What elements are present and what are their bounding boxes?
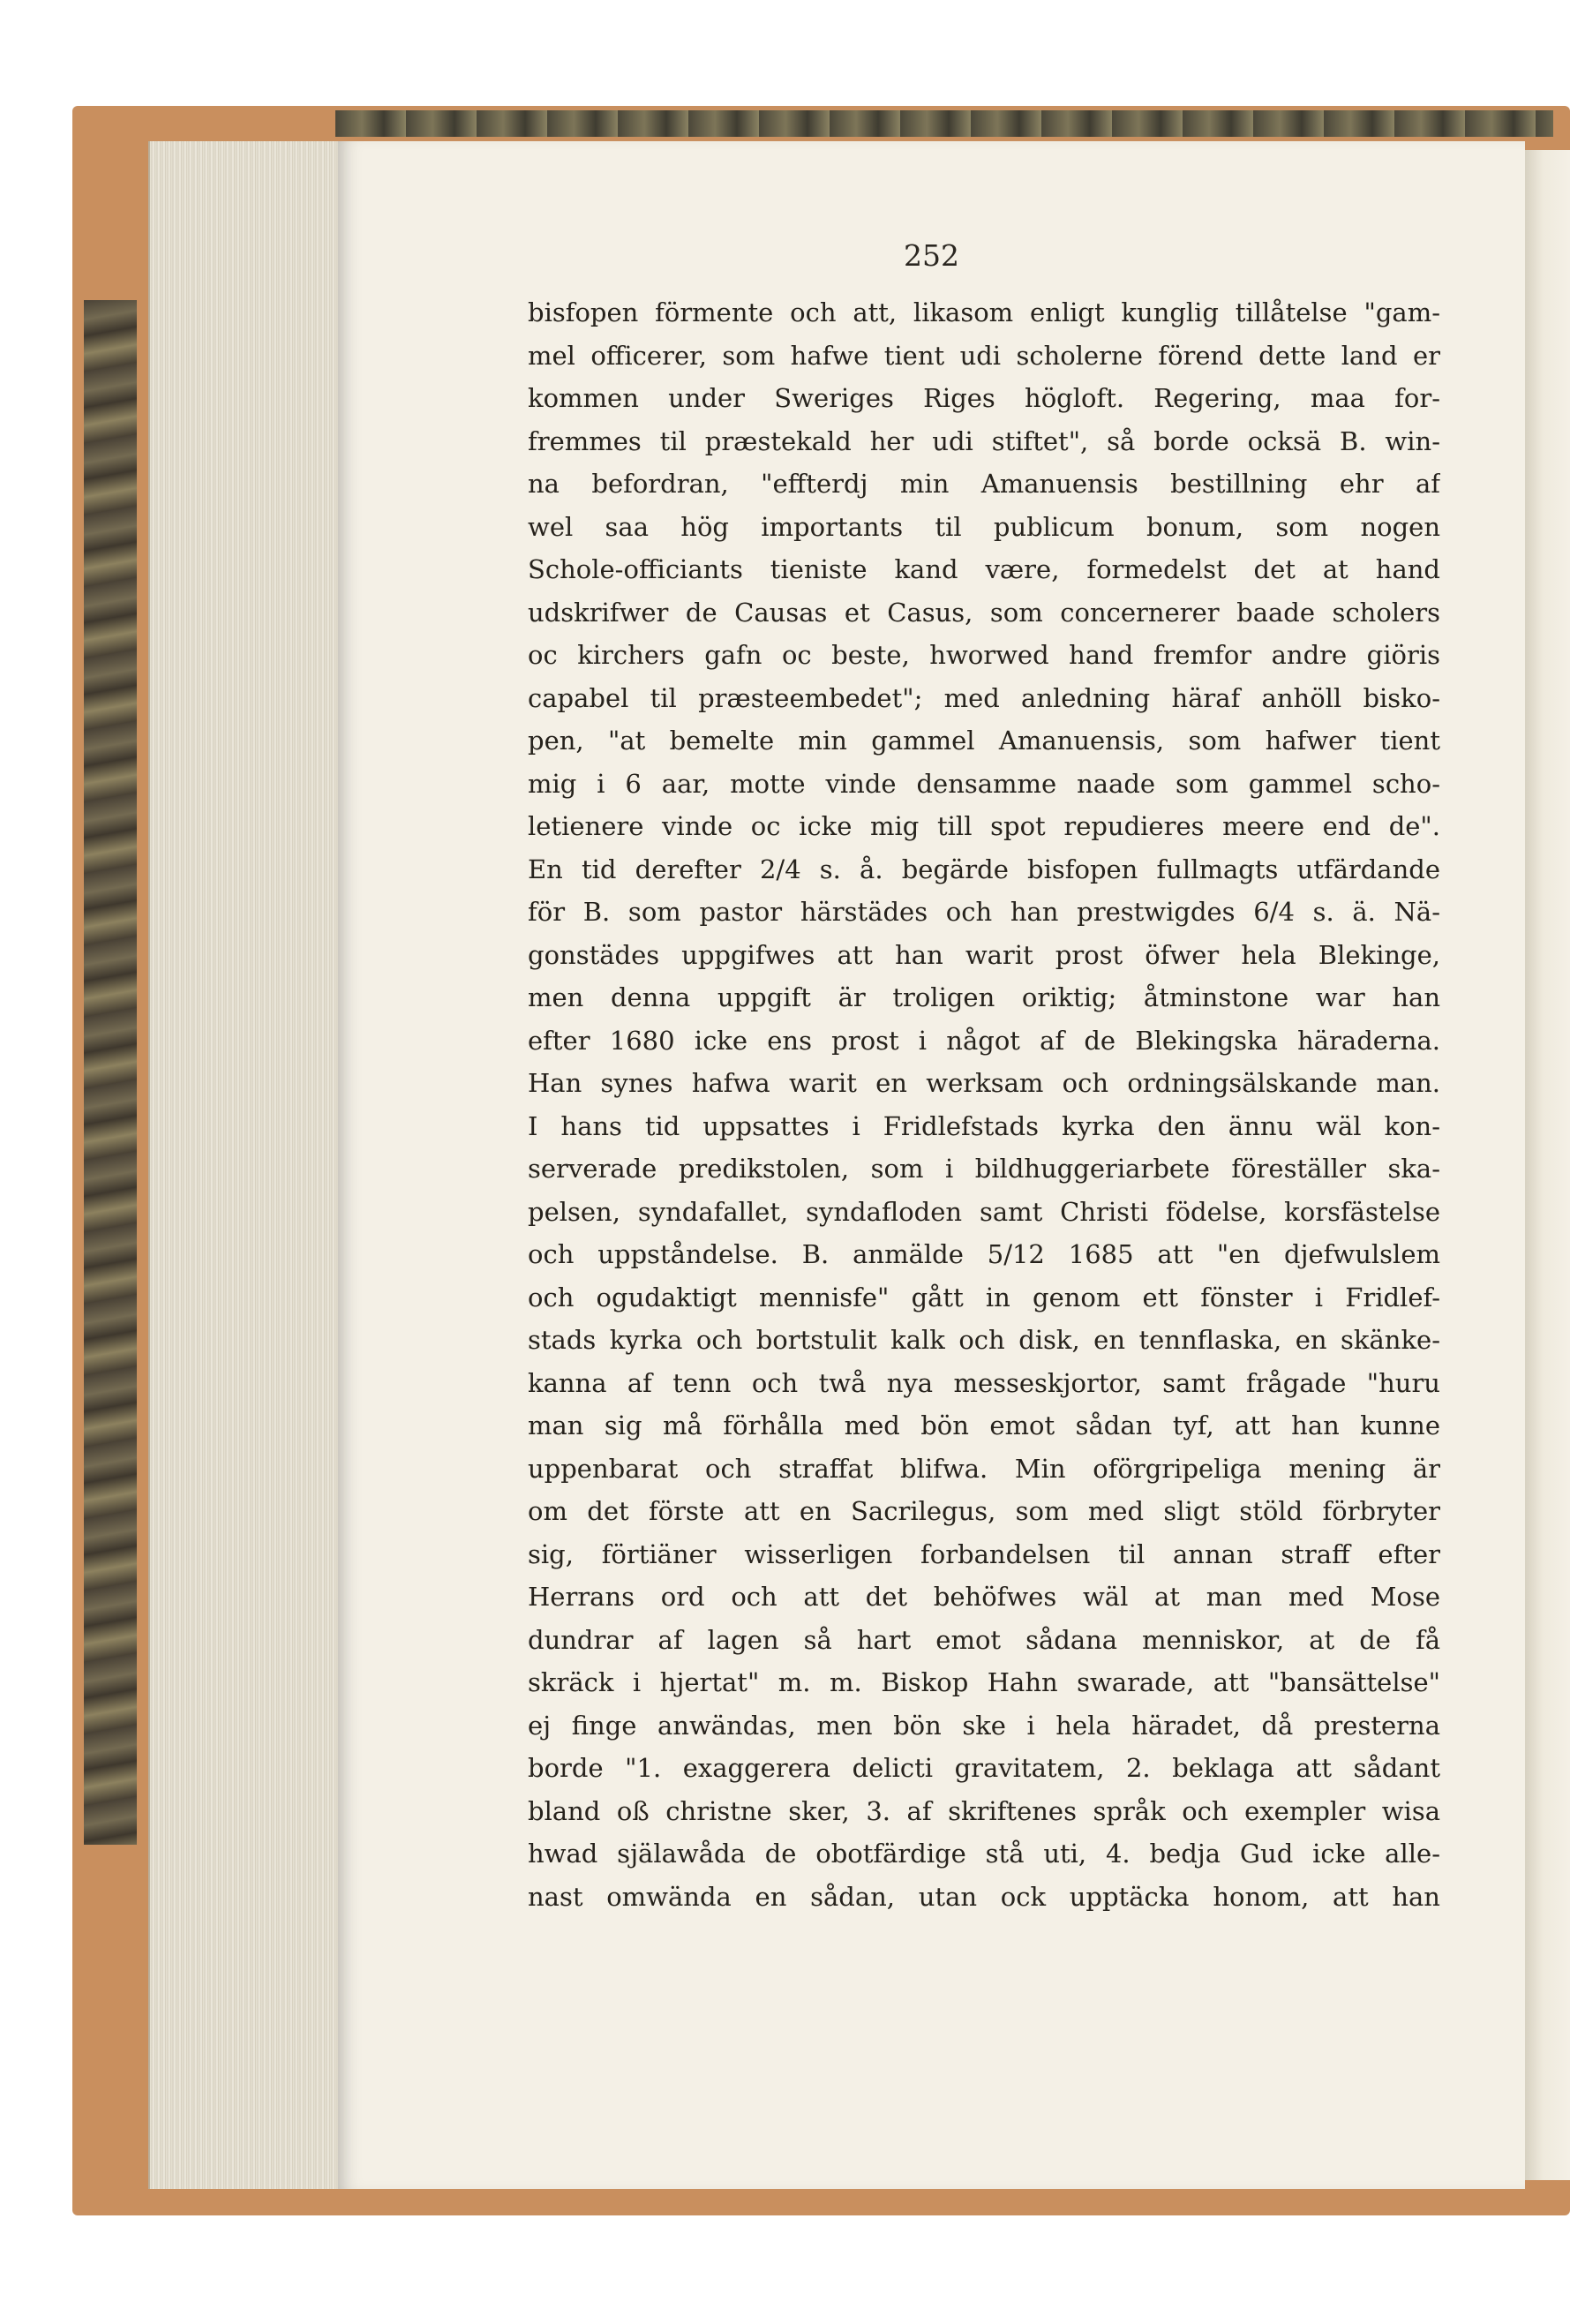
next-page-edge: [1525, 150, 1570, 2180]
text-line: nast omwända en sådan, utan ock upptäcka honom, att han: [528, 1881, 1440, 1912]
page-number: 252: [904, 238, 959, 273]
text-line: capabel til præsteembedet"; med anledning häraf anhöll bisko-: [528, 682, 1440, 713]
cover-marbling-side: [84, 300, 137, 1845]
text-line: uppenbarat och straffat blifwa. Min oförgripeliga mening är: [528, 1453, 1440, 1484]
text-line: efter 1680 icke ens prost i något af de Blekingska häraderna.: [528, 1025, 1440, 1056]
text-line: bisfopen förmente och att, likasom enligt kunglig tillåtelse "gam-: [528, 297, 1440, 327]
text-line: na befordran, "effterdj min Amanuensis bestillning ehr af: [528, 469, 1440, 499]
text-line: borde "1. exaggerera delicti gravitatem, 2. beklaga att sådant: [528, 1753, 1440, 1783]
text-line: för B. som pastor härstädes och han prestwigdes 6/4 s. ä. Nä-: [528, 897, 1440, 927]
text-line: kommen under Sweriges Riges högloft. Regering, maa for-: [528, 383, 1440, 413]
body-text: [528, 291, 1440, 1918]
text-line: kanna af tenn och twå nya messeskjortor, samt frågade "huru: [528, 1367, 1440, 1398]
text-line: gonstädes uppgifwes att han warit prost öfwer hela Blekinge,: [528, 939, 1440, 970]
text-line: wel saa hög importants til publicum bonum, som nogen: [528, 511, 1440, 542]
text-line: Herrans ord och att det behöfwes wäl at man med Mose: [528, 1582, 1440, 1612]
text-line: pen, "at bemelte min gammel Amanuensis, som hafwer tient: [528, 726, 1440, 756]
text-line: fremmes til præstekald her udi stiftet", så borde ocksä B. win-: [528, 425, 1440, 456]
text-line: I hans tid uppsattes i Fridlefstads kyrka den ännu wäl kon-: [528, 1110, 1440, 1141]
text-line: men denna uppgift är troligen oriktig; åtminstone war han: [528, 982, 1440, 1012]
text-line: skräck i hjertat" m. m. Biskop Hahn swarade, att "bansättelse": [528, 1667, 1440, 1697]
text-line: serverade predikstolen, som i bildhuggeriarbete föreställer ska-: [528, 1154, 1440, 1184]
text-line: sig, förtiäner wisserligen forbandelsen til annan straff efter: [528, 1538, 1440, 1569]
text-line: stads kyrka och bortstulit kalk och disk, en tennflaska, en skänke-: [528, 1325, 1440, 1355]
text-line: mel officerer, som hafwe tient udi scholerne förend dette land er: [528, 340, 1440, 371]
text-line: oc kirchers gafn oc beste, hworwed hand fremfor andre giöris: [528, 640, 1440, 670]
cover-marbling-top: [335, 110, 1553, 137]
text-line: ej finge anwändas, men bön ske i hela häradet, då presterna: [528, 1710, 1440, 1741]
text-line: och ogudaktigt mennisfe" gått in genom ett fönster i Fridlef-: [528, 1282, 1440, 1312]
text-line: om det förste att en Sacrilegus, som med sligt stöld förbryter: [528, 1496, 1440, 1526]
text-line: letienere vinde oc icke mig till spot repudieres meere end de".: [528, 811, 1440, 841]
text-line: Schole-officiants tieniste kand være, formedelst det at hand: [528, 554, 1440, 584]
text-line: dundrar af lagen så hart emot sådana menniskor, at de få: [528, 1624, 1440, 1655]
text-line: Han synes hafwa warit en werksam och ordningsälskande man.: [528, 1068, 1440, 1098]
text-line: hwad själawåda de obotfärdige stå uti, 4. bedja Gud icke alle-: [528, 1839, 1440, 1869]
text-line: pelsen, syndafallet, syndafloden samt Christi födelse, korsfästelse: [528, 1196, 1440, 1227]
text-line: mig i 6 aar, motte vinde densamme naade som gammel scho-: [528, 768, 1440, 799]
text-line: man sig må förhålla med bön emot sådan tyf, att han kunne: [528, 1410, 1440, 1440]
text-line: udskrifwer de Causas et Casus, som concernerer baade scholers: [528, 597, 1440, 628]
page-edges: [148, 141, 340, 2189]
text-line: och uppståndelse. B. anmälde 5/12 1685 att "en djefwulslem: [528, 1239, 1440, 1269]
text-line: En tid derefter 2/4 s. å. begärde bisfopen fullmagts utfärdande: [528, 854, 1440, 884]
text-line: bland oß christne sker, 3. af skriftenes språk och exempler wisa: [528, 1795, 1440, 1826]
book-page: [338, 141, 1525, 2189]
